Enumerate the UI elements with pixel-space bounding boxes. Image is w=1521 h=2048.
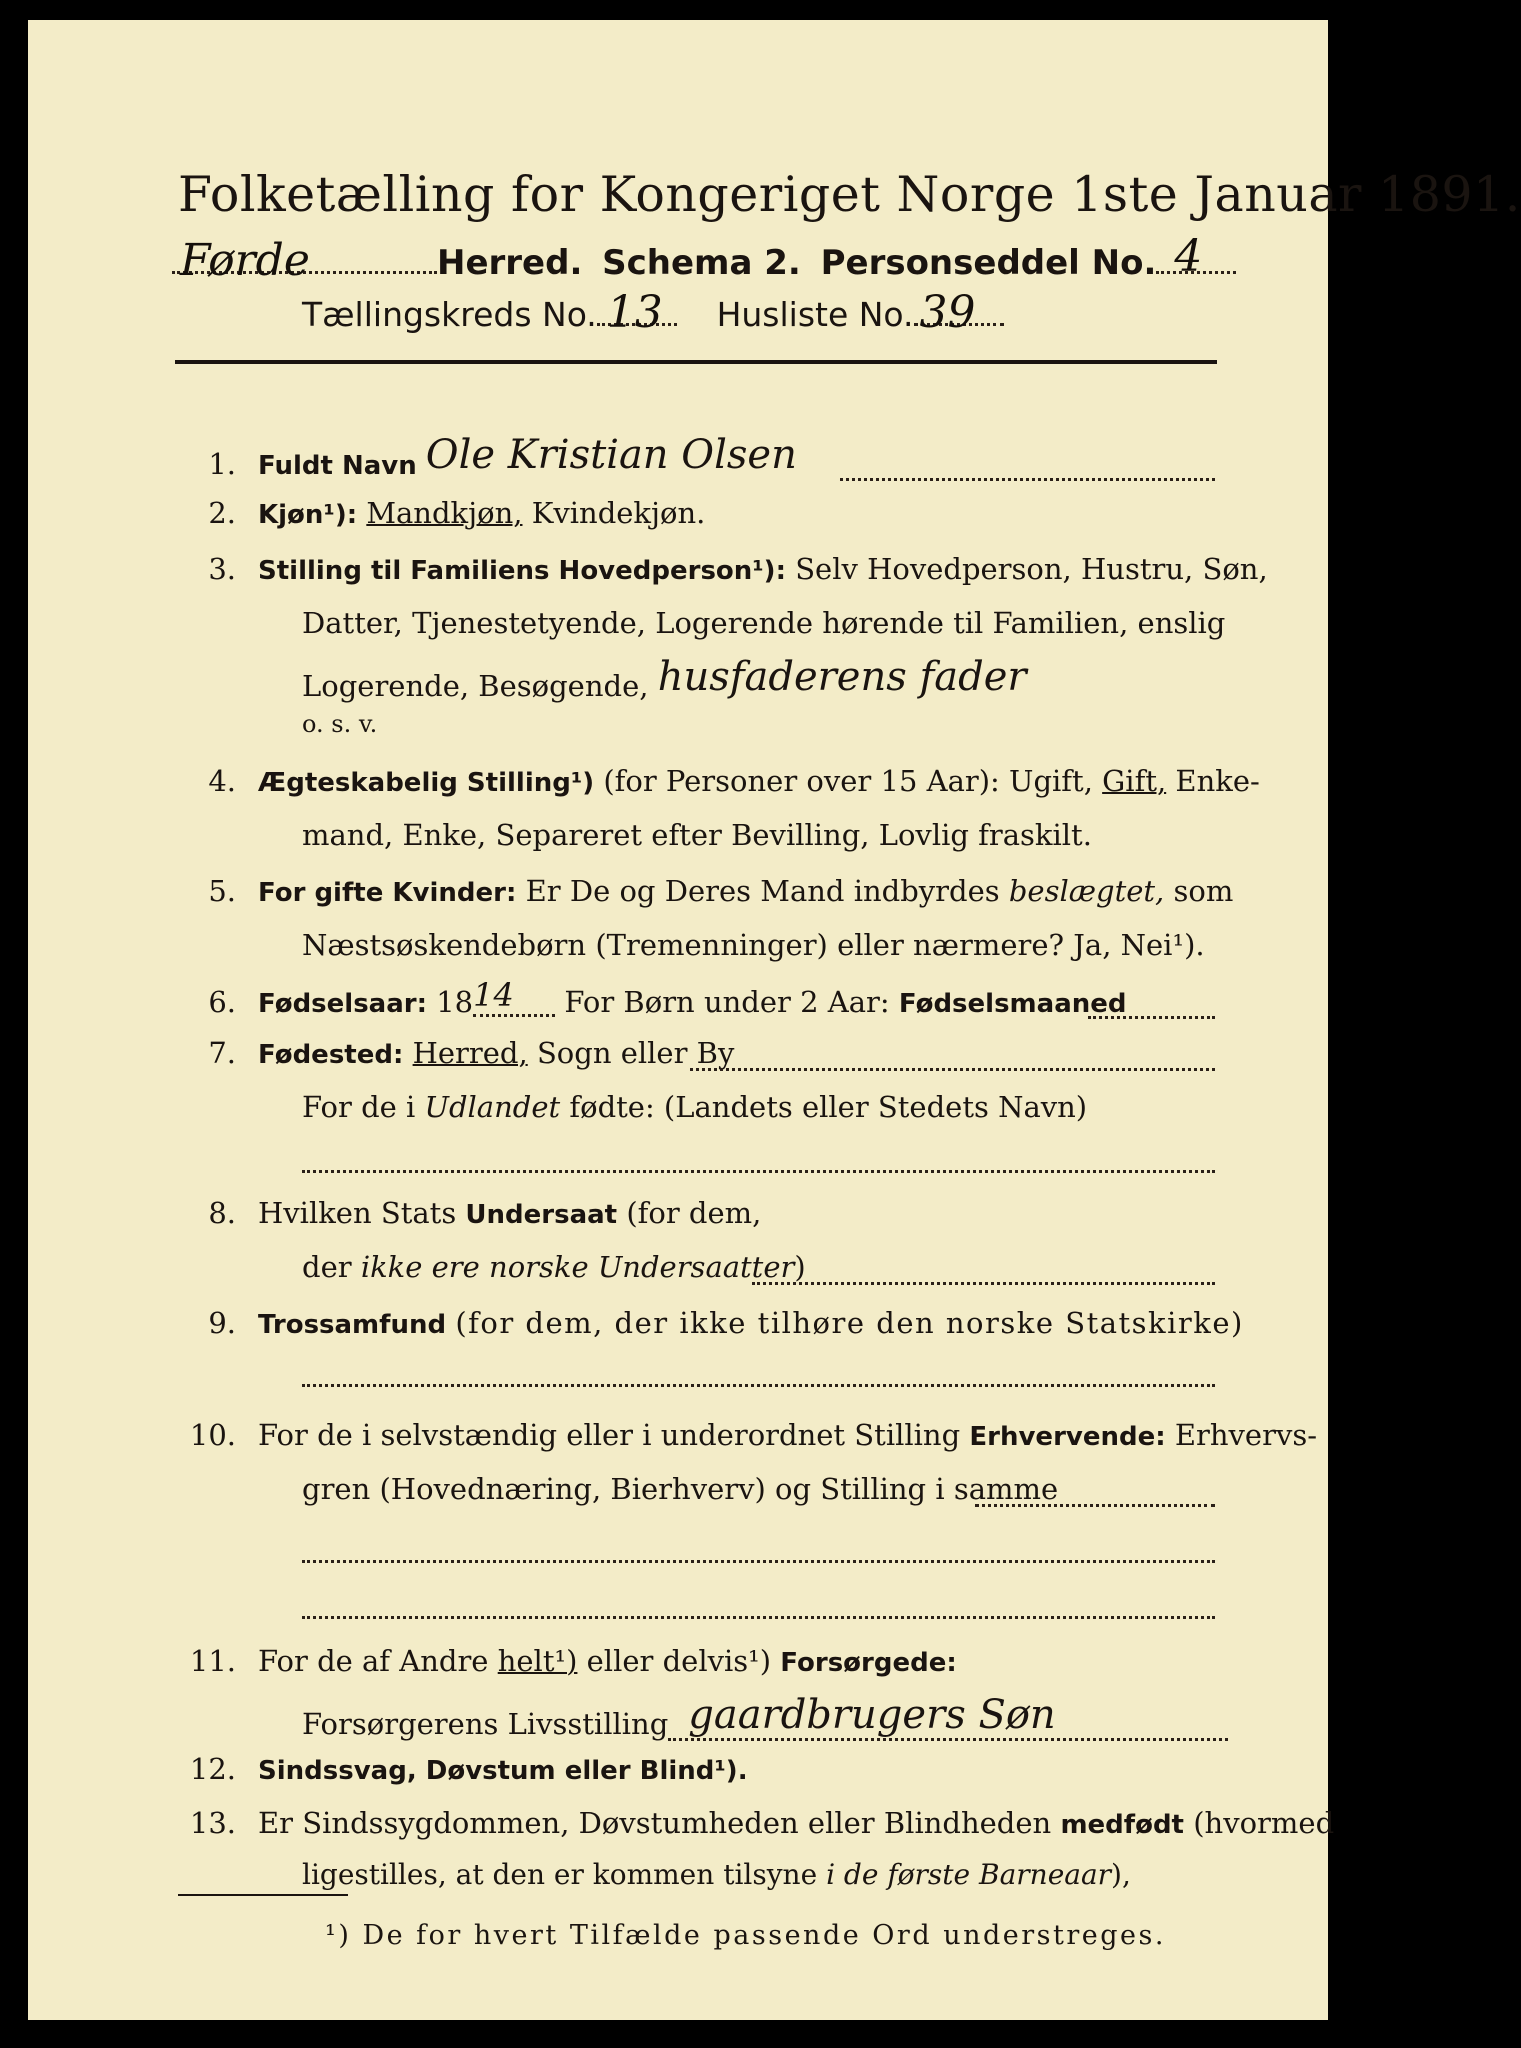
relation-value: husfaderens fader bbox=[657, 654, 1027, 700]
footnote: ¹) De for hvert Tilfælde passende Ord understreges. bbox=[325, 1920, 1166, 1951]
herred-value: Førde bbox=[180, 235, 310, 286]
kreds-label: Tællingskreds No. bbox=[302, 295, 597, 334]
item-3: 3. Stilling til Familiens Hovedperson¹): Selv Hovedperson, Hustru, Søn, bbox=[208, 552, 1268, 586]
item-2: 2. Kjøn¹): Mandkjøn, Kvindekjøn. bbox=[208, 496, 706, 530]
item-4: 4. Ægteskabelig Stilling¹) (for Personer over 15 Aar): Ugift, Gift, Enke- bbox=[208, 764, 1260, 798]
item-12: 12. Sindssvag, Døvstum eller Blind¹). bbox=[189, 1752, 748, 1786]
schema-label: Schema 2. bbox=[602, 243, 801, 283]
personseddel-value: 4 bbox=[1174, 231, 1203, 282]
husliste-value: 39 bbox=[919, 287, 976, 338]
married-underlined: Gift, bbox=[1102, 764, 1167, 798]
form-title: Folketælling for Kongeriget Norge 1ste Januar 1891. bbox=[178, 166, 1521, 223]
sex-male-underlined: Mandkjøn, bbox=[366, 496, 523, 530]
footnote-rule bbox=[178, 1894, 348, 1896]
birth-year-value: 14 bbox=[473, 976, 555, 1017]
birthplace-herred-underlined: Herred, bbox=[412, 1036, 528, 1070]
wholly-underlined: helt¹) bbox=[497, 1644, 578, 1678]
name-value: Ole Kristian Olsen bbox=[425, 432, 797, 478]
item-9: 9. Trossamfund (for dem, der ikke tilhøre den norske Statskirke) bbox=[208, 1306, 1244, 1340]
item-10: 10. For de i selvstændig eller i underordnet Stilling Erhvervende: Erhvervs- bbox=[189, 1418, 1318, 1452]
header-rule bbox=[175, 360, 1217, 364]
item-8: 8. Hvilken Stats Undersaat (for dem, bbox=[208, 1196, 762, 1230]
item-7: 7. Fødested: Herred, Sogn eller By bbox=[208, 1036, 735, 1070]
herred-line bbox=[172, 231, 1236, 286]
kreds-line bbox=[302, 287, 1004, 338]
herred-label: Herred. bbox=[437, 243, 583, 283]
item-1: 1. Fuldt Navn Ole Kristian Olsen bbox=[208, 432, 797, 481]
item-6: 6. Fødselsaar: 1814 For Børn under 2 Aar: Fødselsmaaned bbox=[208, 976, 1127, 1019]
item-11: 11. For de af Andre helt¹) eller delvis¹) Forsørgede: bbox=[189, 1644, 957, 1678]
item-5: 5. For gifte Kvinder: Er De og Deres Mand indbyrdes beslægtet, som bbox=[208, 874, 1234, 908]
provider-occupation-value: gaardbrugers Søn bbox=[668, 1692, 1228, 1741]
personseddel-label: Personseddel No. bbox=[820, 243, 1157, 283]
item-13: 13. Er Sindssygdommen, Døvstumheden eller Blindheden medfødt (hvormed bbox=[189, 1806, 1335, 1840]
kreds-value: 13 bbox=[606, 287, 663, 338]
husliste-label: Husliste No. bbox=[716, 295, 914, 334]
